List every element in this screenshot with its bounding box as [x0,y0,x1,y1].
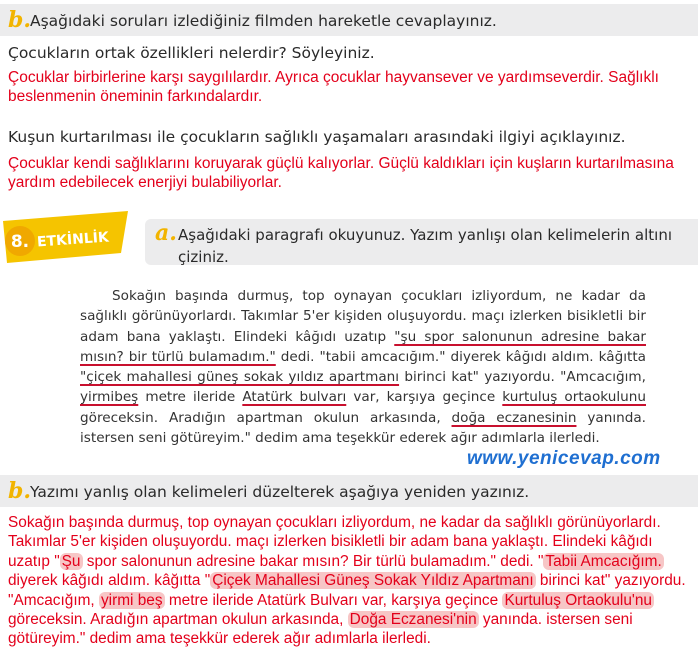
misspelled-phrase: kurtuluş ortaokulunu [502,389,646,406]
answer-segment: yanında. istersen seni götüreyim." dedim ama teşekkür ederek ağır adımlarla ilerledi. [8,611,633,648]
question-1: Çocukların ortak özellikleri nelerdir? Söyleyiniz. [8,44,375,62]
paragraph-segment: Sokağın başında durmuş, top oynayan çocukları izliyordum, ne kadar da sağlıklı görünüyorlardı. Takımlar 5'er kişiden oluşuyordu. maçı izlerken bisikletli bir adam bana yaklaştı. Elindeki kâğıdı uzatıp [80,288,646,345]
activity-label: ETKİNLİK [36,229,110,251]
misspelled-phrase: "şu spor salonunun adresine bakar mısın? bir türlü bulamadım." [80,328,646,365]
paragraph-segment: var, karşıya geçince [346,389,503,406]
rewritten-answer [8,513,690,649]
misspelled-phrase: yirmibeş [80,389,139,406]
answer-segment: spor salonunun adresine bakar mısın? Bir türlü bulamadım." dedi. " [82,552,544,570]
corrected-phrase: Kurtuluş Ortaokulu'nu [504,591,652,609]
misspelled-phrase: "çiçek mahallesi güneş sokak yıldız apartmanı [80,369,400,386]
activity-paragraph [80,286,646,448]
paragraph-segment: metre ileride [138,389,243,406]
activity-instruction: Aşağıdaki paragrafı okuyunuz. Yazım yanlışı olan kelimelerin altını çiziniz. [178,226,673,266]
paragraph-segment: birinci kat" yazıyordu. "Amcacığım, [399,369,646,386]
corrected-phrase: Doğa Eczanesi'nin [349,611,477,629]
paragraph-segment: göreceksin. Aradığın apartman okulun arkasında, [80,409,452,426]
corrected-phrase: Şu [61,552,81,570]
question-2: Kuşun kurtarılması ile çocukların sağlıklı yaşamaları arasındaki ilgiyi açıklayınız. [8,128,626,146]
answer-segment: göreceksin. Aradığın apartman okulun arkasında, [8,611,348,629]
watermark: www.yenicevap.com [467,448,661,469]
answer-1: Çocuklar birbirlerine karşı saygılılardır. Ayrıca çocuklar hayvansever ve yardımseverdir. Sağlıklı beslenmenin öneminin farkındalardır. [8,69,659,105]
corrected-phrase: Tabii Amcacığım. [545,552,662,570]
activity-letter-a: a. [155,220,177,246]
activity-number: 8. [10,232,30,252]
answer-2: Çocuklar kendi sağlıklarını koruyarak güçlü kalıyorlar. Güçlü kaldıkları için kuşların kurtarılmasına yardım edebilecek enerjiyi bulabiliyorlar. [8,155,674,191]
answer-segment: diyerek kâğıdı aldım. kâğıtta " [8,572,211,590]
section-b2-title: Yazımı yanlış olan kelimeleri düzelterek aşağıya yeniden yazınız. [30,483,530,501]
section-b2-letter: b. [8,478,32,504]
etkinlik-badge [3,211,128,263]
answer-segment: birinci kat" yazıyordu. "Amcacığım, [8,572,686,609]
section-b-letter: b. [8,7,32,33]
misspelled-phrase: doğa eczanesinin [451,409,577,426]
corrected-phrase: yirmi beş [100,591,163,609]
misspelled-phrase: Atatürk bulvarı [242,389,347,406]
paragraph-segment: yanında. istersen seni götüreyim." dedim ama teşekkür ederek ağır adımlarla ilerledi. [80,409,647,447]
paragraph-segment: dedi. "tabii amcacığım." diyerek kâğıdı aldım. kâğıtta [275,348,646,365]
section-b-title: Aşağıdaki soruları izlediğiniz filmden hareketle cevaplayınız. [30,12,497,30]
paragraph-text [80,286,646,448]
answer-segment: metre ileride Atatürk Bulvarı var, karşıya geçince [164,591,503,609]
corrected-phrase: Çiçek Mahallesi Güneş Sokak Yıldız Apartmanı [212,572,534,590]
answer-segment: Sokağın başında durmuş, top oynayan çocukları izliyordum, ne kadar da sağlıklı görünüyorlardı. Takımlar 5'er kişiden oluşuyordu. maçı izlerken bisikletli bir adam bana yaklaştı. Elindeki kâğıdı uzatıp " [8,514,661,570]
